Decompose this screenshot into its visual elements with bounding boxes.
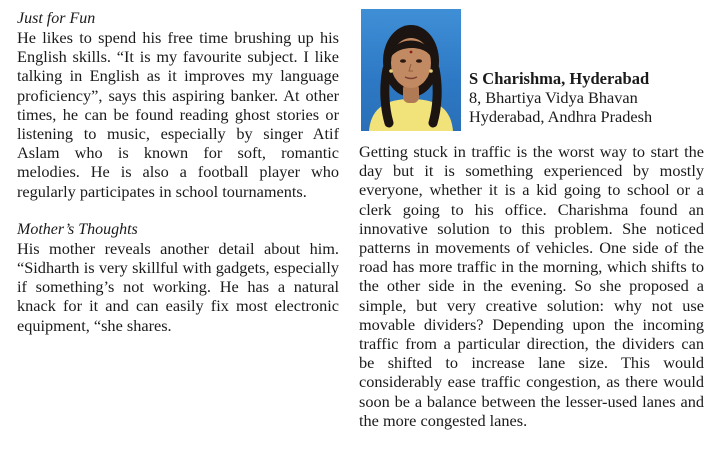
portrait-illustration (361, 9, 461, 131)
section-body-mothers-thoughts: His mother reveals another detail about him. “Sidharth is very skillful with gadgets, especially if something’s not working. He has a natural knack for it and can easily fix most electronic equipment, “she shares. (17, 238, 339, 335)
profile-address-line-2: Hyderabad, Andhra Pradesh (469, 107, 653, 126)
left-column (17, 9, 339, 335)
right-column (359, 9, 704, 430)
section-heading-mothers-thoughts: Mother’s Thoughts (17, 220, 138, 238)
profile-name: S Charishma, Hyderabad (469, 69, 650, 88)
profile-photo (361, 9, 461, 131)
section-heading-just-for-fun: Just for Fun (17, 10, 96, 27)
section-body-just-for-fun: He likes to spend his free time brushing up his English skills. “It is my favourite subject. I like talking in English as it improves my language proficiency”, says this aspiring banker. At other times, he can be found reading ghost stories or listening to music, especially by singer Atif Aslam who is known for soft, romantic melodies. He is also a football player who regularly participates in school tournaments. (17, 28, 339, 201)
profile-block (359, 9, 704, 142)
profile-address-line-1: 8, Bhartiya Vidya Bhavan (469, 88, 638, 107)
article-body: Getting stuck in traffic is the worst way to start the day but it is something experienced by mostly everyone, whether it is a kid going to school or a clerk going to his office. Charishma found an innovative solution to this problem. She noticed patterns in movements of vehicles. One side of the road has more traffic in the morning, which shifts to the other side in the evening. So she proposed a simple, but very creative solution: why not use movable dividers? Depending upon the incoming traffic from a particular direction, the dividers can be shifted to increase lane size. This would considerably ease traffic congestion, as there would soon be a balance between the lesser-used lanes and the more congested lanes. (359, 142, 704, 430)
section-spacer (17, 201, 339, 220)
profile-info (469, 69, 704, 126)
